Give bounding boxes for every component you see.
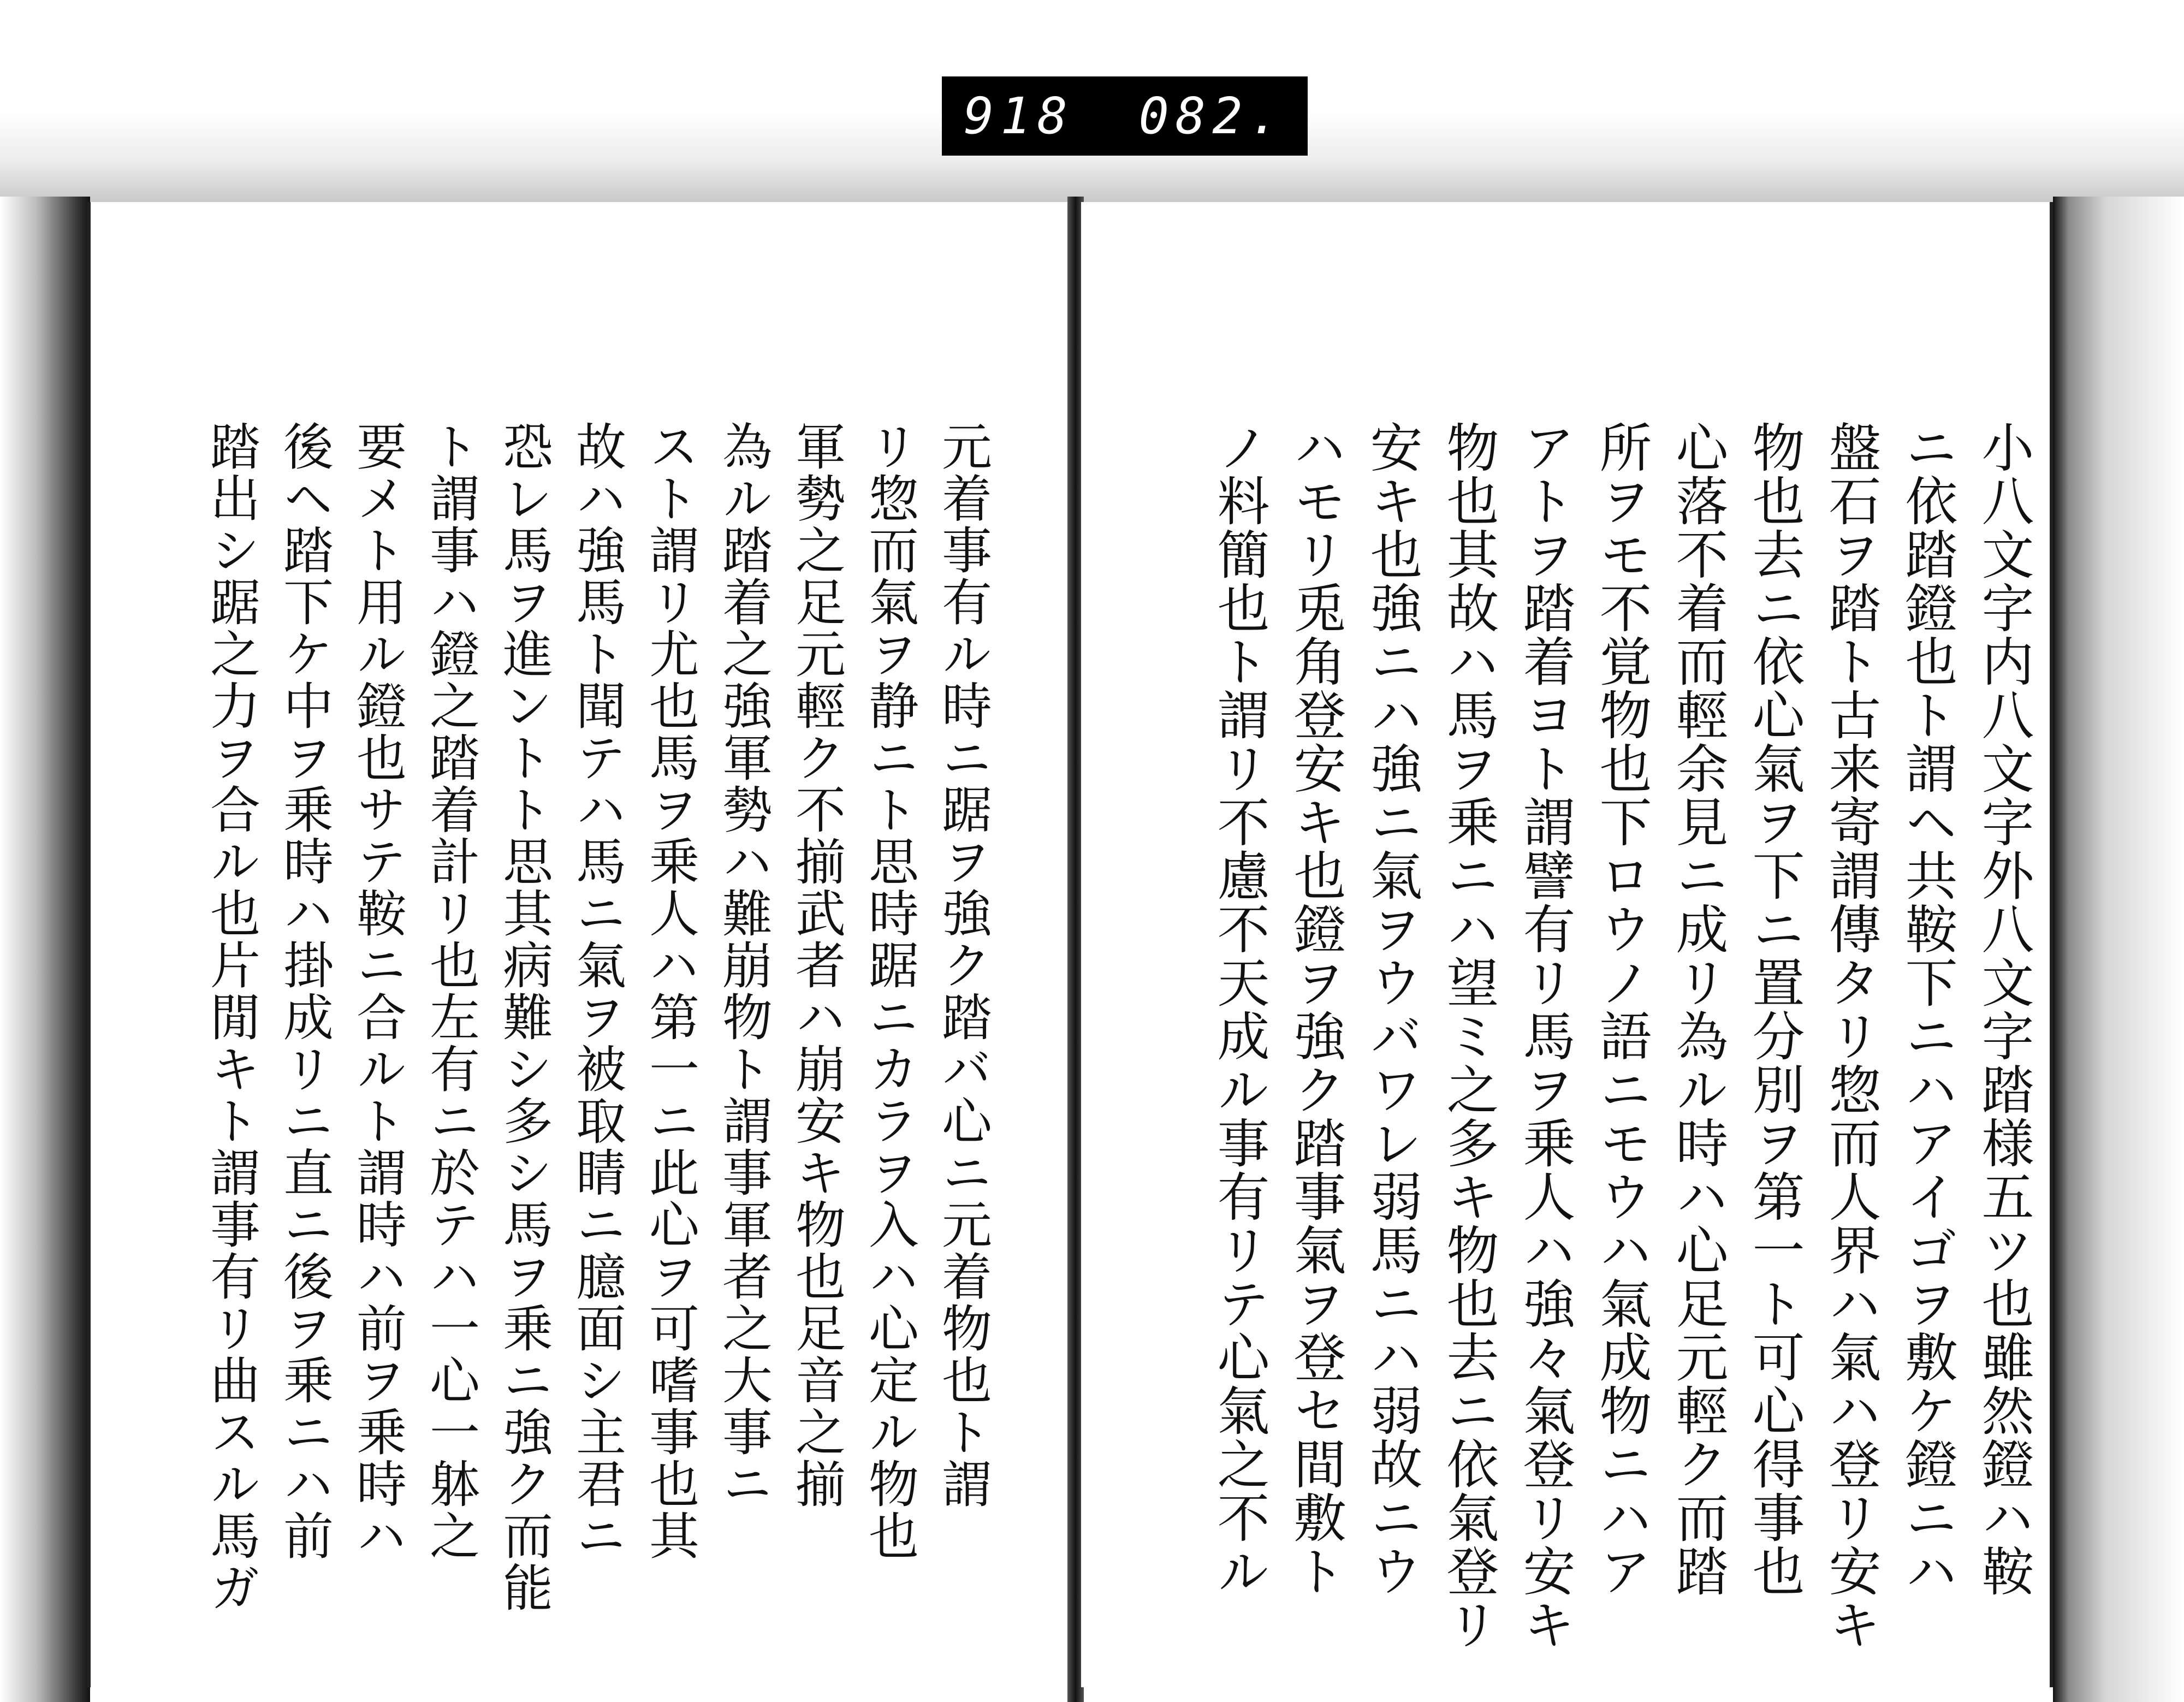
text-column: 恐レ馬ヲ進ントト思其病難シ多シ馬ヲ乗ニ強ク而能 — [495, 420, 553, 1614]
label-left-number: 918 — [964, 87, 1075, 145]
archive-number-label — [942, 76, 1308, 156]
text-column: アトヲ踏着ヨト謂譬有リ馬ヲ乗人ハ強々氣登リ安キ — [1515, 420, 1576, 1651]
text-column: 元着事有ル時ニ踞ヲ強ク踏バ心ニ元着物也ト謂 — [934, 420, 992, 1510]
text-column: ノ料簡也ト謂リ不慮不天成ル事有リテ心氣之不ル — [1209, 420, 1270, 1598]
text-column: スト謂リ尤也馬ヲ乗人ハ第一ニ此心ヲ可嗜事也其 — [641, 420, 699, 1562]
text-column: ハモリ兎角登安キ也鐙ヲ強ク踏事氣ヲ登セ間敷ト — [1285, 420, 1346, 1598]
text-column: 小八文字内八文字外八文字踏様五ツ也雖然鐙ハ鞍 — [1973, 420, 2034, 1598]
text-column: 為ル踏着之強軍勢ハ難崩物ト謂事軍者之大事ニ — [714, 420, 773, 1510]
text-column: 安キ也強ニハ強ニ氣ヲウバワレ弱馬ニハ弱故ニウ — [1362, 420, 1423, 1598]
right-page-text — [1125, 420, 2042, 1651]
text-column: 所ヲモ不覚物也下ロウノ語ニモウハ氣成物ニハア — [1591, 420, 1652, 1598]
left-page-text — [109, 420, 999, 1614]
text-column: ト謂事ハ鐙之踏着計リ也左有ニ於テハ一心一躰之 — [422, 420, 480, 1562]
text-column: 心落不着而輕余見ニ成リ為ル時ハ心足元輕ク而踏 — [1667, 420, 1729, 1598]
text-column: 物也其故ハ馬ヲ乗ニハ望ミ之多キ物也去ニ依氣登リ — [1438, 420, 1499, 1651]
text-column: 踏出シ踞之力ヲ合ル也片閒キト謂事有リ曲スル馬ガ — [202, 420, 260, 1614]
text-column: 要メト用ル鐙也サテ鞍ニ合ルト謂時ハ前ヲ乗時ハ — [348, 420, 407, 1562]
text-column: 軍勢之足元輕ク不揃武者ハ崩安キ物也足音之揃 — [787, 420, 846, 1510]
text-column: 盤石ヲ踏ト古来寄謂傳タリ惣而人界ハ氣ハ登リ安キ — [1820, 420, 1882, 1651]
text-column: 物也去ニ依心氣ヲ下ニ置分別ヲ第一ト可心得事也 — [1744, 420, 1805, 1598]
book-left-edge — [0, 197, 90, 1702]
book-right-edge — [2053, 197, 2184, 1702]
text-column: 故ハ強馬ト聞テハ馬ニ氣ヲ被取睛ニ臆面シ主君ニ — [568, 420, 626, 1562]
text-column: ニ依踏鐙也ト謂ヘ共鞍下ニハアイゴヲ敷ケ鐙ニハ — [1897, 420, 1958, 1598]
text-column: 後ヘ踏下ケ中ヲ乗時ハ掛成リニ直ニ後ヲ乗ニハ前 — [275, 420, 334, 1562]
label-right-number: 082. — [1138, 87, 1286, 145]
text-column: リ惣而氣ヲ静ニト思時踞ニカラヲ入ハ心定ル物也 — [860, 420, 919, 1562]
